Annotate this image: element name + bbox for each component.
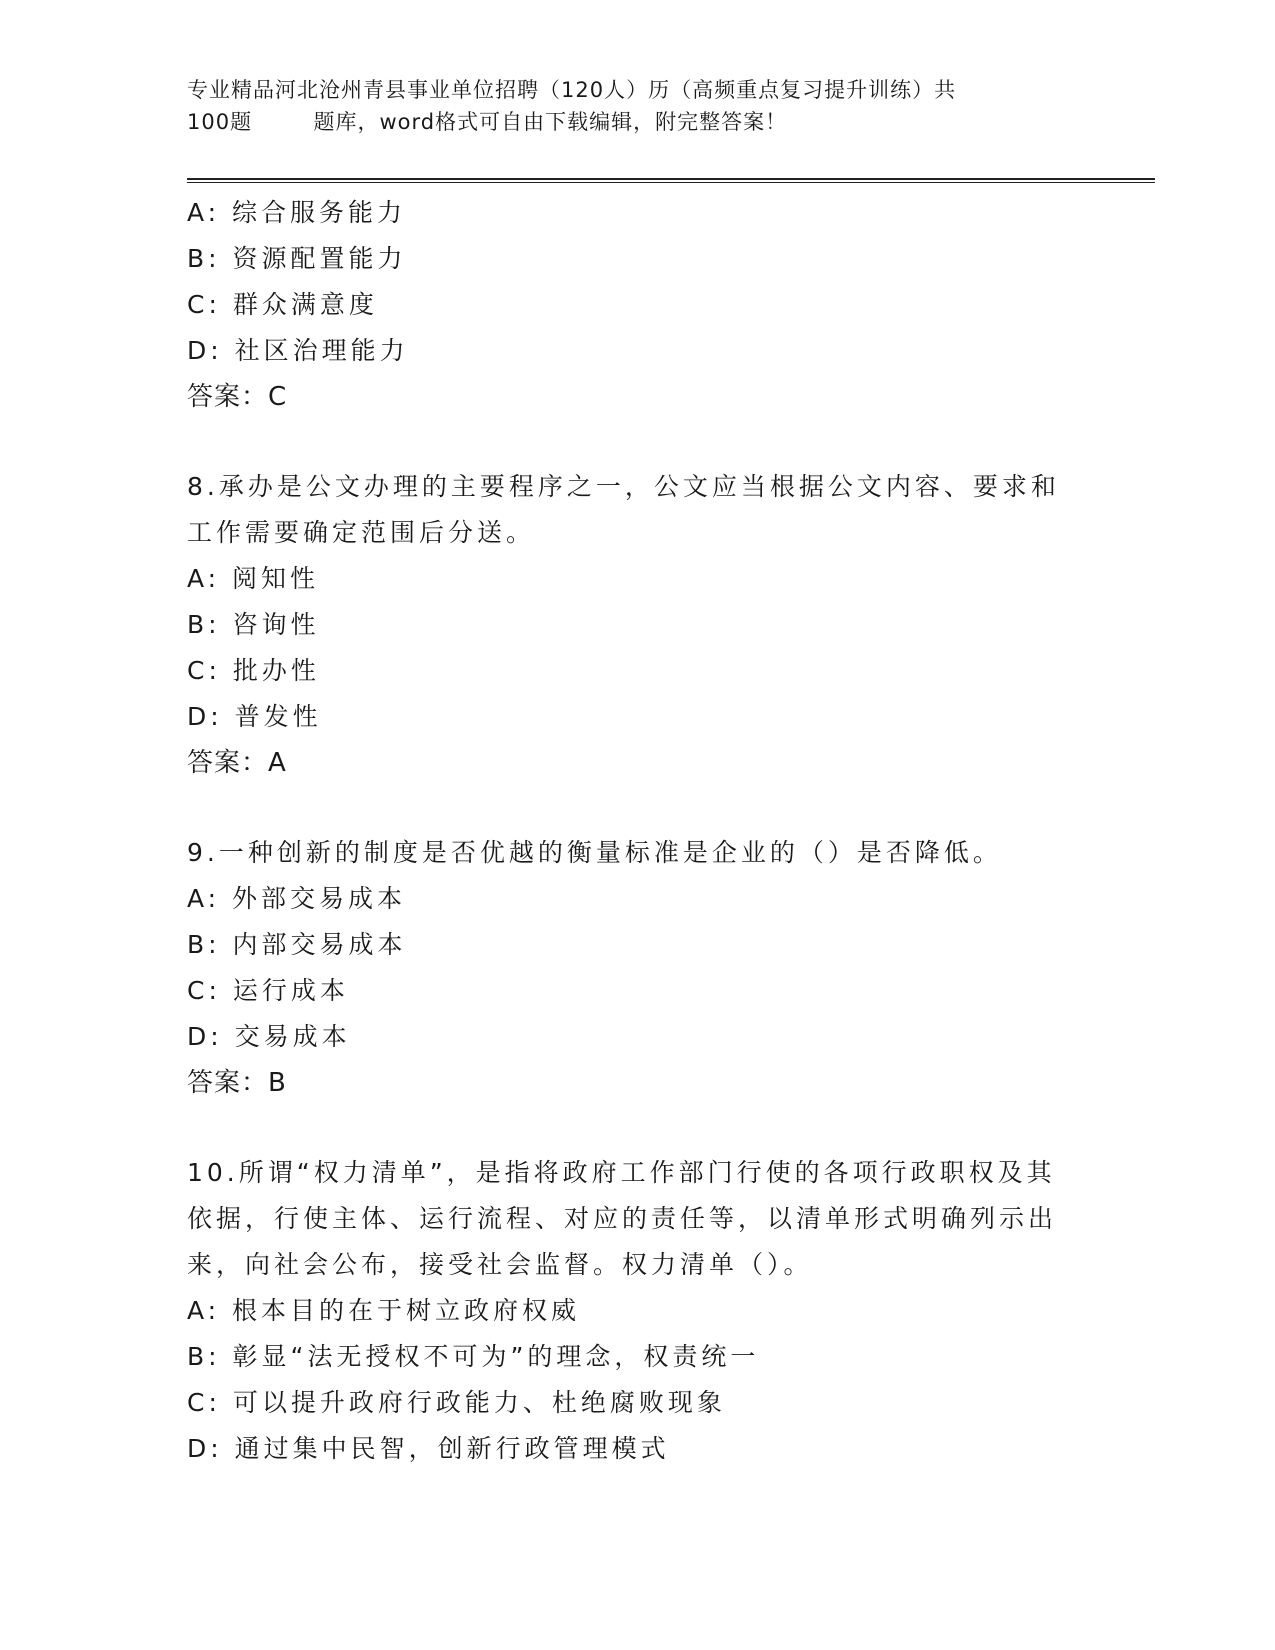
option-d: D: 社区治理能力 — [187, 336, 409, 365]
option-b: B: 资源配置能力 — [187, 244, 407, 273]
option-b: B: 内部交易成本 — [187, 930, 407, 959]
header-rule-thick — [187, 178, 1155, 180]
option-d: D: 交易成本 — [187, 1022, 351, 1051]
answer: 答案：A — [187, 748, 287, 778]
option-d: D: 通过集中民智，创新行政管理模式 — [187, 1434, 670, 1463]
answer: 答案：C — [187, 382, 288, 412]
question-stem-line: 依据，行使主体、运行流程、对应的责任等，以清单形式明确列示出 — [187, 1204, 1058, 1233]
option-a: A: 根本目的在于树立政府权威 — [187, 1296, 581, 1325]
option-c: C: 运行成本 — [187, 976, 349, 1005]
option-c: C: 群众满意度 — [187, 290, 378, 319]
document-header — [187, 74, 1067, 138]
option-a: A: 综合服务能力 — [187, 198, 407, 227]
question-stem-line: 工作需要确定范围后分送。 — [187, 518, 536, 547]
question-stem-line: 来，向社会公布，接受社会监督。权力清单（）。 — [187, 1250, 813, 1279]
question-8 — [187, 464, 1087, 786]
question-stem-line: 9.一种创新的制度是否优越的衡量标准是企业的（）是否降低。 — [187, 838, 1002, 867]
header-rule-thin — [187, 182, 1155, 183]
question-9 — [187, 830, 1087, 1106]
header-line-2: 100题 题库，word格式可自由下载编辑，附完整答案！ — [187, 110, 788, 134]
option-b: B: 彰显“法无授权不可为”的理念，权责统一 — [187, 1342, 760, 1371]
option-b: B: 咨询性 — [187, 610, 320, 639]
option-d: D: 普发性 — [187, 702, 322, 731]
answer: 答案：B — [187, 1068, 287, 1098]
question-stem-line: 8.承办是公文办理的主要程序之一，公文应当根据公文内容、要求和 — [187, 472, 1060, 501]
option-a: A: 外部交易成本 — [187, 884, 407, 913]
option-c: C: 批办性 — [187, 656, 320, 685]
option-a: A: 阅知性 — [187, 564, 320, 593]
header-line-1: 专业精品河北沧州青县事业单位招聘（120人）历（高频重点复习提升训练）共 — [187, 78, 957, 102]
question-content — [187, 190, 1087, 1472]
question-10 — [187, 1150, 1087, 1472]
option-c: C: 可以提升政府行政能力、杜绝腐败现象 — [187, 1388, 726, 1417]
question-7-continued — [187, 190, 1087, 420]
question-stem-line: 10.所谓“权力清单”，是指将政府工作部门行使的各项行政职权及其 — [187, 1158, 1056, 1187]
